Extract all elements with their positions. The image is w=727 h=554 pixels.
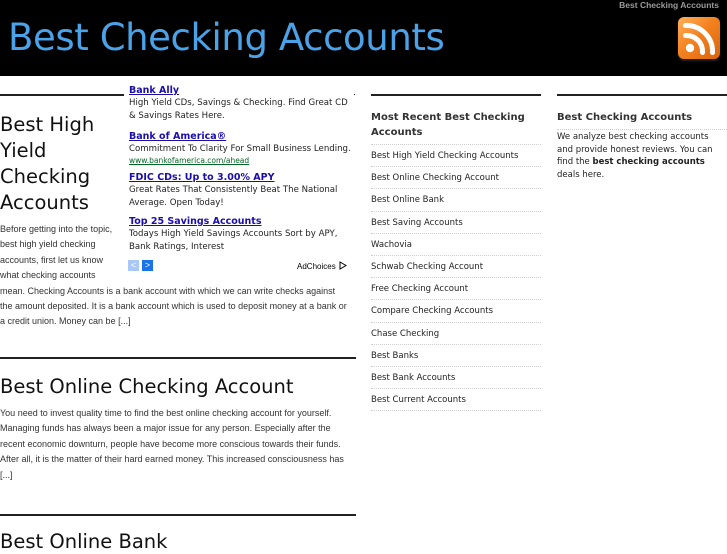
about-text <box>557 131 727 181</box>
chevron-left-icon: < <box>130 260 137 270</box>
ad-item[interactable] <box>129 85 351 123</box>
ad-title-link[interactable]: Top 25 Savings Accounts <box>129 216 262 227</box>
rss-feed-icon[interactable] <box>678 17 720 59</box>
site-title[interactable]: Best Checking Accounts <box>8 16 445 59</box>
excerpt-line: recent economic downturn, people have become more conscious towards their funds. <box>0 438 341 449</box>
excerpt-line: [...] <box>0 469 13 480</box>
recent-post-link[interactable]: Best Online Bank <box>371 190 541 211</box>
recent-post-link[interactable]: Best Banks <box>371 346 541 367</box>
ad-description: Great Rates That Consistently Beat The National Average. Open Today! <box>129 185 338 208</box>
excerpt-line: You need to invest quality time to find the best online checking account for yourself. <box>0 408 332 418</box>
ad-prev-button[interactable] <box>128 260 139 271</box>
adchoices-triangle-icon <box>339 261 347 270</box>
recent-posts-list <box>371 146 541 412</box>
excerpt-line: the amount deposited. It is a bank account which is used to deposit money at a bank or <box>0 301 347 312</box>
post-excerpt <box>0 406 344 483</box>
ad-item[interactable] <box>129 216 351 254</box>
post-title-line[interactable]: Accounts <box>0 191 89 214</box>
about-text-part: We analyze best checking accounts and provide honest reviews. You can find the <box>557 132 713 168</box>
recent-post-link[interactable]: Best High Yield Checking Accounts <box>371 146 541 167</box>
heading-line: Most Recent Best Checking <box>371 112 525 123</box>
post-title[interactable]: Best Online Checking Account <box>0 375 294 398</box>
recent-post-link[interactable]: Best Online Checking Account <box>371 168 541 189</box>
ad-item[interactable] <box>129 172 351 210</box>
ad-title-link[interactable]: Bank of America® <box>129 131 227 142</box>
excerpt-line: Managing funds has always been a major issue for any person. Especially after the <box>0 423 331 434</box>
excerpt-line: a credit union. Money can be [...] <box>0 316 131 327</box>
ad-item[interactable] <box>129 131 351 166</box>
ad-next-button[interactable] <box>142 260 153 271</box>
top-nav-link[interactable]: Best Checking Accounts <box>619 0 719 10</box>
ad-url-link[interactable]: www.bankofamerica.com/ahead <box>129 156 250 165</box>
about-heading: Best Checking Accounts <box>557 112 693 123</box>
post-divider <box>0 94 127 96</box>
recent-post-link[interactable]: Schwab Checking Account <box>371 257 541 278</box>
post-divider <box>0 357 356 359</box>
widget-divider <box>557 94 727 96</box>
widget-divider <box>371 94 541 96</box>
about-text-part: deals here. <box>557 169 605 180</box>
ad-description: Todays High Yield Savings Accounts Sort by APY, Bank Ratings, Interest <box>129 229 338 252</box>
site-header <box>0 0 727 76</box>
recent-post-link[interactable]: Best Bank Accounts <box>371 368 541 389</box>
recent-post-link[interactable]: Best Saving Accounts <box>371 213 541 234</box>
excerpt-line: best high yield checking <box>0 239 96 250</box>
recent-post-link[interactable]: Compare Checking Accounts <box>371 301 541 322</box>
ad-title-link[interactable]: FDIC CDs: Up to 3.00% APY <box>129 172 275 183</box>
ad-description: Commitment To Clarity For Small Business Lending. <box>129 144 351 154</box>
adchoices-link[interactable] <box>297 261 347 271</box>
ad-unit <box>124 82 354 274</box>
about-text-bold: best checking accounts <box>592 157 705 168</box>
post-title-line[interactable]: Yield <box>0 139 47 162</box>
heading-line: Accounts <box>371 127 423 138</box>
post-title[interactable]: Best Online Bank <box>0 530 168 553</box>
recent-posts-heading <box>371 110 541 140</box>
excerpt-line: After all, it is the matter of their hard earned money. This increased consciousness has <box>0 454 344 465</box>
post-title-line[interactable]: Checking <box>0 165 91 188</box>
chevron-right-icon: > <box>144 260 151 270</box>
excerpt-line: what checking accounts <box>0 270 96 281</box>
adchoices-label: AdChoices <box>297 262 336 271</box>
recent-post-link[interactable]: Chase Checking <box>371 324 541 345</box>
ad-description: High Yield CDs, Savings & Checking. Find Great CD & Savings Rates Here. <box>129 98 348 121</box>
ad-title-link[interactable]: Bank Ally <box>129 85 180 96</box>
post-divider <box>0 514 356 516</box>
post-title-line[interactable]: Best High <box>0 113 95 136</box>
recent-post-link[interactable]: Best Current Accounts <box>371 390 541 411</box>
excerpt-line: Before getting into the topic, <box>0 224 113 234</box>
recent-post-link[interactable]: Wachovia <box>371 235 541 256</box>
excerpt-line: mean. Checking Accounts is a bank account with which we can write checks against <box>0 285 336 296</box>
recent-post-link[interactable]: Free Checking Account <box>371 279 541 300</box>
excerpt-line: accounts, first let us know <box>0 254 104 265</box>
